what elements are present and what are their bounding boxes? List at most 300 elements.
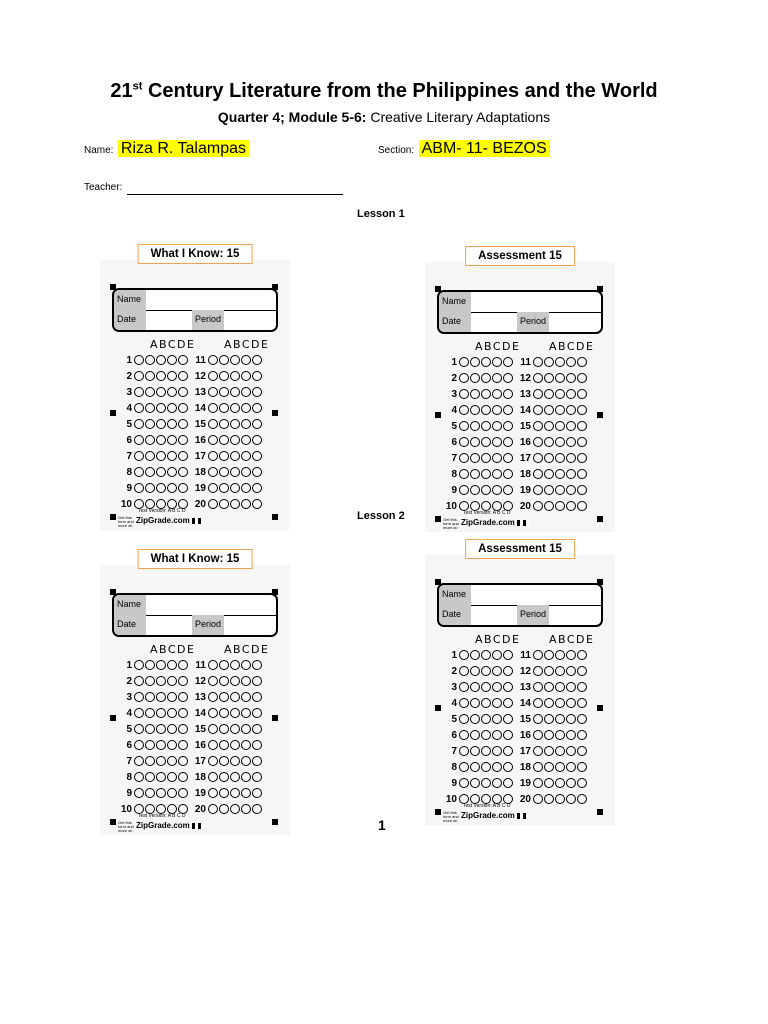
answer-bubble[interactable] <box>230 435 240 445</box>
answer-bubble[interactable] <box>577 794 587 804</box>
answer-bubble[interactable] <box>459 762 469 772</box>
answer-bubble[interactable] <box>178 419 188 429</box>
answer-bubble[interactable] <box>230 740 240 750</box>
answer-bubble[interactable] <box>252 740 262 750</box>
answer-bubble[interactable] <box>566 453 576 463</box>
answer-bubble[interactable] <box>481 762 491 772</box>
answer-bubble[interactable] <box>492 373 502 383</box>
answer-bubble[interactable] <box>470 730 480 740</box>
answer-bubble[interactable] <box>219 387 229 397</box>
answer-bubble[interactable] <box>178 676 188 686</box>
answer-bubble[interactable] <box>208 804 218 814</box>
answer-bubble[interactable] <box>241 740 251 750</box>
answer-bubble[interactable] <box>219 660 229 670</box>
answer-bubble[interactable] <box>252 788 262 798</box>
answer-bubble[interactable] <box>167 419 177 429</box>
answer-bubble[interactable] <box>134 435 144 445</box>
answer-bubble[interactable] <box>252 804 262 814</box>
answer-bubble[interactable] <box>167 772 177 782</box>
answer-bubble[interactable] <box>167 467 177 477</box>
answer-bubble[interactable] <box>230 772 240 782</box>
answer-bubble[interactable] <box>459 389 469 399</box>
answer-bubble[interactable] <box>208 371 218 381</box>
answer-bubble[interactable] <box>459 698 469 708</box>
answer-bubble[interactable] <box>503 714 513 724</box>
answer-bubble[interactable] <box>219 371 229 381</box>
answer-bubble[interactable] <box>230 660 240 670</box>
answer-bubble[interactable] <box>492 730 502 740</box>
answer-bubble[interactable] <box>577 746 587 756</box>
answer-bubble[interactable] <box>481 421 491 431</box>
answer-bubble[interactable] <box>145 772 155 782</box>
answer-bubble[interactable] <box>208 724 218 734</box>
answer-bubble[interactable] <box>533 794 543 804</box>
answer-bubble[interactable] <box>503 437 513 447</box>
answer-bubble[interactable] <box>252 676 262 686</box>
answer-bubble[interactable] <box>503 682 513 692</box>
answer-bubble[interactable] <box>230 756 240 766</box>
answer-bubble[interactable] <box>503 778 513 788</box>
answer-bubble[interactable] <box>134 371 144 381</box>
answer-bubble[interactable] <box>459 682 469 692</box>
answer-bubble[interactable] <box>577 421 587 431</box>
answer-bubble[interactable] <box>566 389 576 399</box>
answer-bubble[interactable] <box>219 756 229 766</box>
answer-bubble[interactable] <box>252 451 262 461</box>
answer-bubble[interactable] <box>208 451 218 461</box>
answer-bubble[interactable] <box>555 682 565 692</box>
answer-bubble[interactable] <box>219 419 229 429</box>
answer-bubble[interactable] <box>544 469 554 479</box>
answer-bubble[interactable] <box>178 692 188 702</box>
answer-bubble[interactable] <box>492 698 502 708</box>
answer-bubble[interactable] <box>533 437 543 447</box>
answer-bubble[interactable] <box>492 666 502 676</box>
answer-bubble[interactable] <box>156 419 166 429</box>
answer-bubble[interactable] <box>555 650 565 660</box>
answer-bubble[interactable] <box>566 469 576 479</box>
answer-bubble[interactable] <box>208 692 218 702</box>
answer-bubble[interactable] <box>219 467 229 477</box>
answer-bubble[interactable] <box>156 451 166 461</box>
answer-bubble[interactable] <box>156 724 166 734</box>
answer-bubble[interactable] <box>533 421 543 431</box>
answer-bubble[interactable] <box>503 389 513 399</box>
answer-bubble[interactable] <box>555 501 565 511</box>
answer-bubble[interactable] <box>208 740 218 750</box>
answer-bubble[interactable] <box>208 419 218 429</box>
answer-bubble[interactable] <box>459 746 469 756</box>
answer-bubble[interactable] <box>167 676 177 686</box>
answer-bubble[interactable] <box>492 357 502 367</box>
answer-bubble[interactable] <box>178 451 188 461</box>
answer-bubble[interactable] <box>481 746 491 756</box>
answer-bubble[interactable] <box>503 746 513 756</box>
answer-bubble[interactable] <box>156 788 166 798</box>
answer-bubble[interactable] <box>503 650 513 660</box>
answer-bubble[interactable] <box>492 421 502 431</box>
answer-bubble[interactable] <box>208 756 218 766</box>
answer-bubble[interactable] <box>241 788 251 798</box>
answer-bubble[interactable] <box>544 730 554 740</box>
answer-bubble[interactable] <box>252 403 262 413</box>
answer-bubble[interactable] <box>156 660 166 670</box>
answer-bubble[interactable] <box>555 469 565 479</box>
answer-bubble[interactable] <box>470 746 480 756</box>
answer-bubble[interactable] <box>555 485 565 495</box>
answer-bubble[interactable] <box>544 357 554 367</box>
answer-bubble[interactable] <box>555 698 565 708</box>
answer-bubble[interactable] <box>178 740 188 750</box>
answer-bubble[interactable] <box>167 708 177 718</box>
answer-bubble[interactable] <box>145 788 155 798</box>
answer-bubble[interactable] <box>134 387 144 397</box>
answer-bubble[interactable] <box>566 373 576 383</box>
answer-bubble[interactable] <box>134 355 144 365</box>
answer-bubble[interactable] <box>459 405 469 415</box>
answer-bubble[interactable] <box>208 660 218 670</box>
answer-bubble[interactable] <box>134 451 144 461</box>
answer-bubble[interactable] <box>230 419 240 429</box>
answer-bubble[interactable] <box>555 357 565 367</box>
answer-bubble[interactable] <box>503 485 513 495</box>
answer-bubble[interactable] <box>470 469 480 479</box>
answer-bubble[interactable] <box>230 692 240 702</box>
answer-bubble[interactable] <box>577 714 587 724</box>
answer-bubble[interactable] <box>208 355 218 365</box>
answer-bubble[interactable] <box>577 373 587 383</box>
answer-bubble[interactable] <box>492 437 502 447</box>
answer-bubble[interactable] <box>533 501 543 511</box>
answer-bubble[interactable] <box>544 405 554 415</box>
answer-bubble[interactable] <box>241 708 251 718</box>
answer-bubble[interactable] <box>134 676 144 686</box>
answer-bubble[interactable] <box>145 435 155 445</box>
answer-bubble[interactable] <box>577 666 587 676</box>
answer-bubble[interactable] <box>566 405 576 415</box>
answer-bubble[interactable] <box>156 772 166 782</box>
answer-bubble[interactable] <box>566 730 576 740</box>
answer-bubble[interactable] <box>577 762 587 772</box>
answer-bubble[interactable] <box>459 469 469 479</box>
answer-bubble[interactable] <box>503 666 513 676</box>
answer-bubble[interactable] <box>178 724 188 734</box>
answer-bubble[interactable] <box>252 708 262 718</box>
answer-bubble[interactable] <box>178 772 188 782</box>
answer-bubble[interactable] <box>470 453 480 463</box>
answer-bubble[interactable] <box>178 403 188 413</box>
answer-bubble[interactable] <box>145 403 155 413</box>
answer-bubble[interactable] <box>481 469 491 479</box>
answer-bubble[interactable] <box>167 740 177 750</box>
answer-bubble[interactable] <box>230 708 240 718</box>
answer-bubble[interactable] <box>252 756 262 766</box>
answer-bubble[interactable] <box>167 371 177 381</box>
answer-bubble[interactable] <box>492 778 502 788</box>
answer-bubble[interactable] <box>481 453 491 463</box>
answer-bubble[interactable] <box>208 467 218 477</box>
answer-bubble[interactable] <box>533 714 543 724</box>
answer-bubble[interactable] <box>208 387 218 397</box>
answer-bubble[interactable] <box>481 730 491 740</box>
answer-bubble[interactable] <box>503 373 513 383</box>
answer-bubble[interactable] <box>481 714 491 724</box>
answer-bubble[interactable] <box>470 714 480 724</box>
answer-bubble[interactable] <box>459 666 469 676</box>
answer-bubble[interactable] <box>241 467 251 477</box>
answer-bubble[interactable] <box>252 499 262 509</box>
answer-bubble[interactable] <box>241 419 251 429</box>
answer-bubble[interactable] <box>566 714 576 724</box>
answer-bubble[interactable] <box>544 485 554 495</box>
answer-bubble[interactable] <box>156 483 166 493</box>
answer-bubble[interactable] <box>533 373 543 383</box>
answer-bubble[interactable] <box>459 421 469 431</box>
answer-bubble[interactable] <box>459 714 469 724</box>
answer-bubble[interactable] <box>577 453 587 463</box>
answer-bubble[interactable] <box>470 405 480 415</box>
answer-bubble[interactable] <box>577 650 587 660</box>
answer-bubble[interactable] <box>178 467 188 477</box>
answer-bubble[interactable] <box>481 698 491 708</box>
answer-bubble[interactable] <box>492 762 502 772</box>
answer-bubble[interactable] <box>145 451 155 461</box>
answer-bubble[interactable] <box>208 788 218 798</box>
answer-bubble[interactable] <box>566 794 576 804</box>
answer-bubble[interactable] <box>145 708 155 718</box>
answer-bubble[interactable] <box>145 660 155 670</box>
answer-bubble[interactable] <box>241 451 251 461</box>
answer-bubble[interactable] <box>459 437 469 447</box>
answer-bubble[interactable] <box>555 453 565 463</box>
answer-bubble[interactable] <box>252 660 262 670</box>
answer-bubble[interactable] <box>145 387 155 397</box>
answer-bubble[interactable] <box>470 357 480 367</box>
answer-bubble[interactable] <box>145 692 155 702</box>
answer-bubble[interactable] <box>555 389 565 399</box>
answer-bubble[interactable] <box>241 371 251 381</box>
answer-bubble[interactable] <box>178 756 188 766</box>
answer-bubble[interactable] <box>459 357 469 367</box>
answer-bubble[interactable] <box>566 485 576 495</box>
answer-bubble[interactable] <box>208 499 218 509</box>
answer-bubble[interactable] <box>566 650 576 660</box>
answer-bubble[interactable] <box>544 421 554 431</box>
answer-bubble[interactable] <box>252 355 262 365</box>
answer-bubble[interactable] <box>566 698 576 708</box>
answer-bubble[interactable] <box>544 682 554 692</box>
answer-bubble[interactable] <box>167 387 177 397</box>
answer-bubble[interactable] <box>533 730 543 740</box>
answer-bubble[interactable] <box>470 762 480 772</box>
answer-bubble[interactable] <box>577 501 587 511</box>
answer-bubble[interactable] <box>241 660 251 670</box>
answer-bubble[interactable] <box>134 403 144 413</box>
answer-bubble[interactable] <box>208 772 218 782</box>
answer-bubble[interactable] <box>470 485 480 495</box>
answer-bubble[interactable] <box>252 467 262 477</box>
answer-bubble[interactable] <box>470 373 480 383</box>
answer-bubble[interactable] <box>544 778 554 788</box>
answer-bubble[interactable] <box>481 682 491 692</box>
answer-bubble[interactable] <box>241 387 251 397</box>
answer-bubble[interactable] <box>555 762 565 772</box>
answer-bubble[interactable] <box>145 740 155 750</box>
answer-bubble[interactable] <box>555 746 565 756</box>
answer-bubble[interactable] <box>470 666 480 676</box>
answer-bubble[interactable] <box>481 373 491 383</box>
answer-bubble[interactable] <box>533 666 543 676</box>
answer-bubble[interactable] <box>503 421 513 431</box>
answer-bubble[interactable] <box>252 692 262 702</box>
answer-bubble[interactable] <box>566 746 576 756</box>
answer-bubble[interactable] <box>503 730 513 740</box>
answer-bubble[interactable] <box>544 666 554 676</box>
answer-bubble[interactable] <box>544 794 554 804</box>
answer-bubble[interactable] <box>470 682 480 692</box>
answer-bubble[interactable] <box>241 772 251 782</box>
answer-bubble[interactable] <box>470 778 480 788</box>
answer-bubble[interactable] <box>230 403 240 413</box>
answer-bubble[interactable] <box>167 756 177 766</box>
answer-bubble[interactable] <box>156 467 166 477</box>
answer-bubble[interactable] <box>470 698 480 708</box>
answer-bubble[interactable] <box>544 453 554 463</box>
answer-bubble[interactable] <box>167 692 177 702</box>
answer-bubble[interactable] <box>492 405 502 415</box>
answer-bubble[interactable] <box>241 403 251 413</box>
answer-bubble[interactable] <box>178 355 188 365</box>
answer-bubble[interactable] <box>492 469 502 479</box>
answer-bubble[interactable] <box>219 708 229 718</box>
answer-bubble[interactable] <box>577 778 587 788</box>
answer-bubble[interactable] <box>503 405 513 415</box>
answer-bubble[interactable] <box>470 389 480 399</box>
answer-bubble[interactable] <box>533 778 543 788</box>
answer-bubble[interactable] <box>219 724 229 734</box>
answer-bubble[interactable] <box>459 373 469 383</box>
answer-bubble[interactable] <box>145 419 155 429</box>
answer-bubble[interactable] <box>555 778 565 788</box>
answer-bubble[interactable] <box>230 724 240 734</box>
answer-bubble[interactable] <box>134 467 144 477</box>
answer-bubble[interactable] <box>492 453 502 463</box>
answer-bubble[interactable] <box>156 708 166 718</box>
answer-bubble[interactable] <box>219 676 229 686</box>
answer-bubble[interactable] <box>145 676 155 686</box>
answer-bubble[interactable] <box>566 357 576 367</box>
answer-bubble[interactable] <box>241 692 251 702</box>
answer-bubble[interactable] <box>533 746 543 756</box>
answer-bubble[interactable] <box>470 421 480 431</box>
answer-bubble[interactable] <box>134 419 144 429</box>
answer-bubble[interactable] <box>503 762 513 772</box>
answer-bubble[interactable] <box>230 387 240 397</box>
answer-bubble[interactable] <box>481 650 491 660</box>
answer-bubble[interactable] <box>178 435 188 445</box>
answer-bubble[interactable] <box>230 483 240 493</box>
answer-bubble[interactable] <box>156 371 166 381</box>
answer-bubble[interactable] <box>241 435 251 445</box>
answer-bubble[interactable] <box>252 419 262 429</box>
answer-bubble[interactable] <box>555 373 565 383</box>
answer-bubble[interactable] <box>459 778 469 788</box>
answer-bubble[interactable] <box>167 483 177 493</box>
answer-bubble[interactable] <box>555 730 565 740</box>
answer-bubble[interactable] <box>241 499 251 509</box>
answer-bubble[interactable] <box>156 387 166 397</box>
answer-bubble[interactable] <box>252 371 262 381</box>
answer-bubble[interactable] <box>533 485 543 495</box>
answer-bubble[interactable] <box>544 650 554 660</box>
answer-bubble[interactable] <box>219 740 229 750</box>
answer-bubble[interactable] <box>145 724 155 734</box>
answer-bubble[interactable] <box>544 501 554 511</box>
answer-bubble[interactable] <box>156 692 166 702</box>
answer-bubble[interactable] <box>167 660 177 670</box>
answer-bubble[interactable] <box>134 756 144 766</box>
answer-bubble[interactable] <box>470 437 480 447</box>
answer-bubble[interactable] <box>145 467 155 477</box>
answer-bubble[interactable] <box>492 682 502 692</box>
answer-bubble[interactable] <box>230 451 240 461</box>
answer-bubble[interactable] <box>566 501 576 511</box>
answer-bubble[interactable] <box>555 437 565 447</box>
answer-bubble[interactable] <box>219 435 229 445</box>
answer-bubble[interactable] <box>230 355 240 365</box>
answer-bubble[interactable] <box>230 804 240 814</box>
answer-bubble[interactable] <box>241 756 251 766</box>
answer-bubble[interactable] <box>178 788 188 798</box>
answer-bubble[interactable] <box>241 804 251 814</box>
answer-bubble[interactable] <box>145 371 155 381</box>
answer-bubble[interactable] <box>544 746 554 756</box>
answer-bubble[interactable] <box>134 724 144 734</box>
answer-bubble[interactable] <box>459 650 469 660</box>
answer-bubble[interactable] <box>134 788 144 798</box>
answer-bubble[interactable] <box>167 724 177 734</box>
answer-bubble[interactable] <box>156 403 166 413</box>
answer-bubble[interactable] <box>533 682 543 692</box>
answer-bubble[interactable] <box>167 451 177 461</box>
answer-bubble[interactable] <box>577 469 587 479</box>
answer-bubble[interactable] <box>566 421 576 431</box>
answer-bubble[interactable] <box>252 387 262 397</box>
answer-bubble[interactable] <box>208 435 218 445</box>
answer-bubble[interactable] <box>544 437 554 447</box>
answer-bubble[interactable] <box>252 772 262 782</box>
answer-bubble[interactable] <box>481 405 491 415</box>
answer-bubble[interactable] <box>134 692 144 702</box>
answer-bubble[interactable] <box>178 483 188 493</box>
answer-bubble[interactable] <box>134 772 144 782</box>
answer-bubble[interactable] <box>481 357 491 367</box>
answer-bubble[interactable] <box>178 371 188 381</box>
answer-bubble[interactable] <box>156 740 166 750</box>
answer-bubble[interactable] <box>134 708 144 718</box>
answer-bubble[interactable] <box>167 788 177 798</box>
answer-bubble[interactable] <box>503 357 513 367</box>
answer-bubble[interactable] <box>470 650 480 660</box>
answer-bubble[interactable] <box>241 355 251 365</box>
answer-bubble[interactable] <box>492 650 502 660</box>
answer-bubble[interactable] <box>555 421 565 431</box>
answer-bubble[interactable] <box>167 355 177 365</box>
answer-bubble[interactable] <box>533 650 543 660</box>
answer-bubble[interactable] <box>208 483 218 493</box>
answer-bubble[interactable] <box>230 371 240 381</box>
answer-bubble[interactable] <box>167 435 177 445</box>
